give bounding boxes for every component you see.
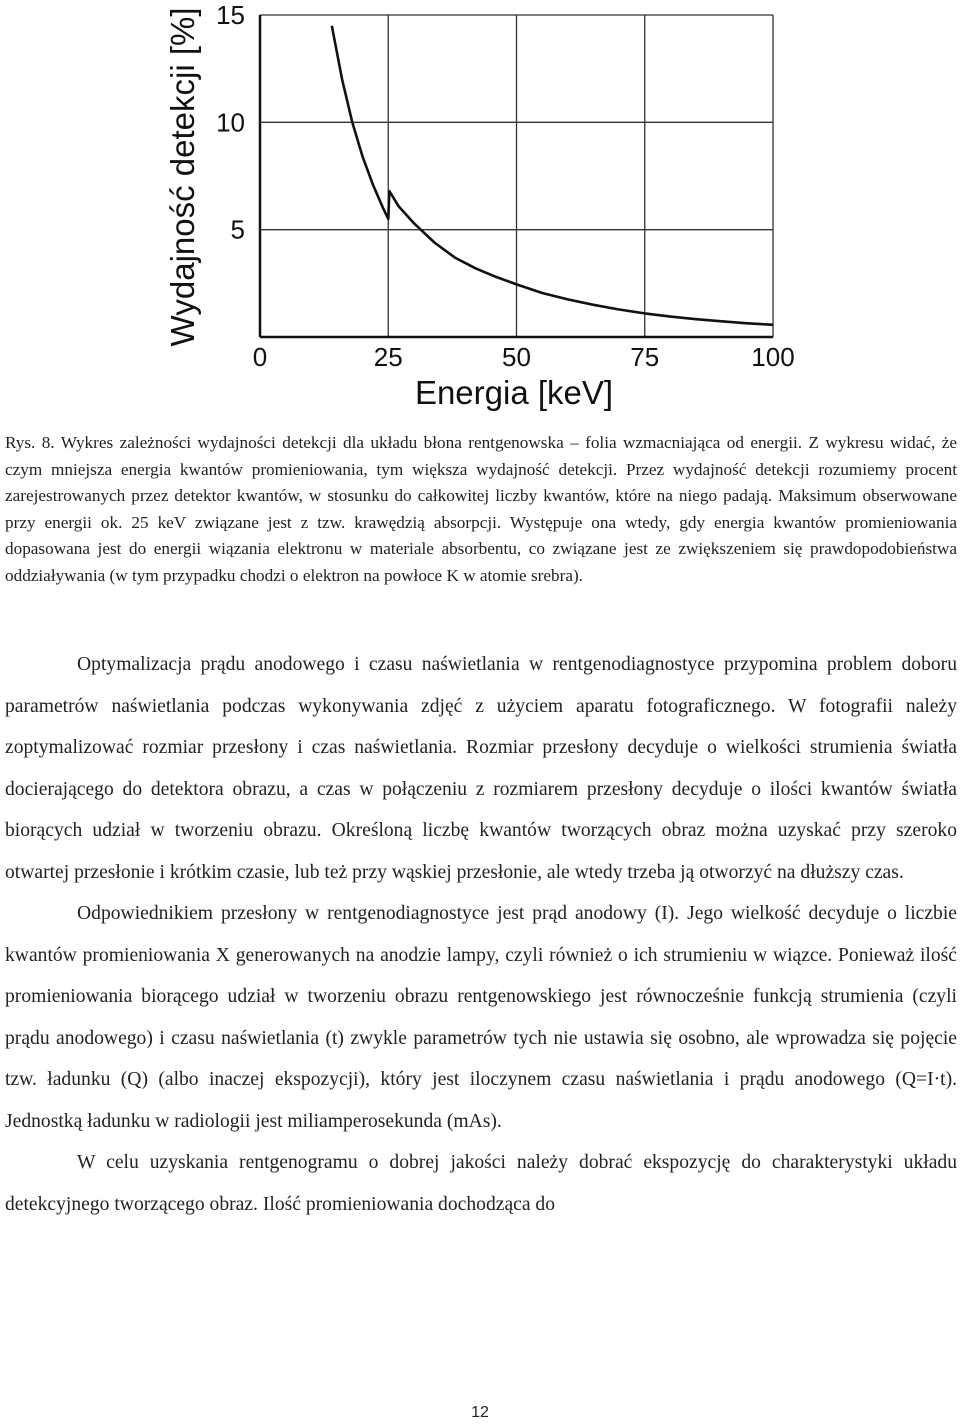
y-tick-labels [216,0,245,245]
x-tick-label: 100 [751,342,795,372]
y-tick-label: 5 [230,214,245,245]
body-text [5,644,957,1225]
x-axis-label: Energia [keV] [414,374,614,411]
x-tick-labels [253,342,795,372]
paragraph-1: Optymalizacja prądu anodowego i czasu naświetlania w rentgenodiagnostyce przypomina problem doboru parametrów naświetlania podczas wykonywania zdjęć z użyciem aparatu fotograficznego. W fotografii należy zoptymalizować rozmiar przesłony i czas naświetlania. Rozmiar przesłony decyduje o wielkości strumienia światła docierającego do detektora obrazu, a czas w połączeniu z rozmiarem przesłony decyduje o ilości kwantów światła biorących udział w tworzeniu obrazu. Określoną liczbę kwantów tworzących obraz można uzyskać przy szeroko otwartej przesłonie i krótkim czasie, lub też przy wąskiej przesłonie, ale wtedy trzeba ją otworzyć na dłuższy czas. [5,654,957,883]
figure-caption-text: Rys. 8. Wykres zależności wydajności detekcji dla układu błona rentgenowska – folia wzmacniająca od energii. Z wykresu widać, że czym mniejsza energia kwantów promieniowania, tym większa wydajność detekcji. Przez wydajność detekcji rozumiemy procent zarejestrowanych przez detektor kwantów, w stosunku do całkowitej liczby kwantów, które na niego padają. Maksimum obserwowane przy energii ok. 25 keV związane jest z tzw. krawędzią absorpcji. Występuje ona wtedy, gdy energia kwantów promieniowania dopasowana jest do energii wiązania elektronu w materiale absorbentu, co związane jest ze zwiększeniem się prawdopodobieństwa oddziaływania (w tym przypadku chodzi o elektron na powłoce K w atomie srebra). [5,433,957,585]
page-number: 12 [471,1404,489,1421]
x-tick-label: 0 [252,342,268,372]
x-tick-label: 25 [373,342,403,372]
detection-efficiency-chart [150,0,830,420]
chart-grid [260,15,773,337]
y-axis-label: Wydajność detekcji [%] [164,7,201,347]
paragraph-3: W celu uzyskania rentgenogramu o dobrej jakości należy dobrać ekspozycję do charakterystyki układu detekcyjnego tworzącego obraz. Ilość promieniowania dochodząca do [5,1152,957,1215]
efficiency-curve [332,26,773,325]
figure-caption [5,430,957,590]
y-tick-label: 10 [216,107,245,138]
x-tick-label: 75 [630,342,660,372]
paragraph-2: Odpowiednikiem przesłony w rentgenodiagnostyce jest prąd anodowy (I). Jego wielkość decyduje o liczbie kwantów promieniowania X generowanych na anodzie lampy, czyli również o ich strumieniu w wiązce. Ponieważ ilość promieniowania biorącego udział w tworzeniu obrazu rentgenowskiego jest równocześnie funkcją strumienia (czyli prądu anodowego) i czasu naświetlania (t) zwykle parametrów tych nie ustawia się osobno, ale wprowadza się pojęcie tzw. ładunku (Q) (albo inaczej ekspozycji), który jest iloczynem czasu naświetlania i prądu anodowego (Q=I·t). Jednostką ładunku w radiologii jest miliamperosekunda (mAs). [5,903,957,1132]
x-tick-label: 50 [502,342,531,372]
chart-series [332,26,773,325]
y-tick-label: 15 [216,0,245,30]
